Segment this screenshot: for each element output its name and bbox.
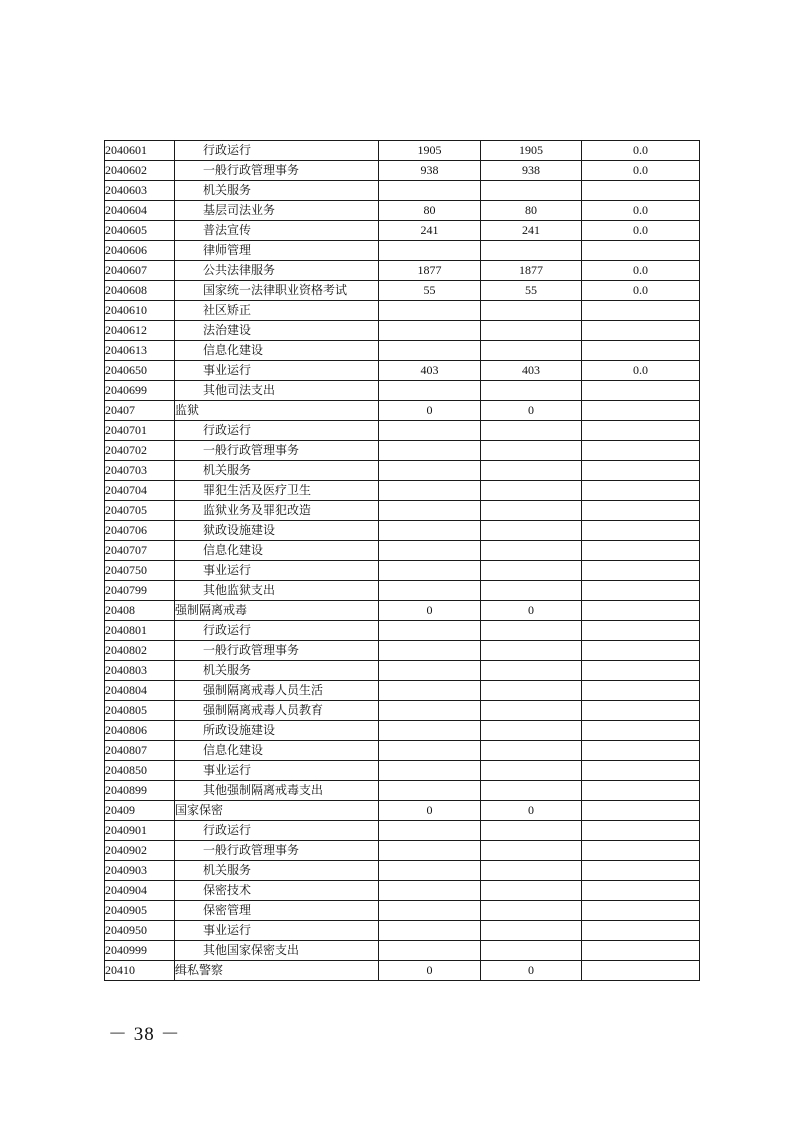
account-code-cell: 2040903 [105,861,175,881]
ratio-cell [582,621,700,641]
amount-cell [481,821,582,841]
amount-cell [481,581,582,601]
amount-cell [379,761,481,781]
ratio-cell: 0.0 [582,221,700,241]
account-name-cell: 律师管理 [175,241,379,261]
amount-cell [481,901,582,921]
account-code-cell: 2040805 [105,701,175,721]
account-name-cell: 信息化建设 [175,341,379,361]
amount-cell [379,481,481,501]
amount-cell [481,941,582,961]
account-code-cell: 2040607 [105,261,175,281]
account-code-cell: 2040706 [105,521,175,541]
table-row [105,941,700,961]
account-name-cell: 所政设施建设 [175,721,379,741]
ratio-cell [582,941,700,961]
amount-cell [481,621,582,641]
amount-cell: 55 [379,281,481,301]
table-row [105,161,700,181]
amount-cell [481,381,582,401]
account-name-cell: 监狱业务及罪犯改造 [175,501,379,521]
amount-cell: 0 [379,801,481,821]
account-name-cell: 事业运行 [175,561,379,581]
account-name-cell: 公共法律服务 [175,261,379,281]
account-name-cell: 基层司法业务 [175,201,379,221]
account-code-cell: 2040702 [105,441,175,461]
account-code-cell: 2040605 [105,221,175,241]
account-code-cell: 2040602 [105,161,175,181]
table-row [105,721,700,741]
table-row [105,401,700,421]
amount-cell [379,561,481,581]
account-code-cell: 2040902 [105,841,175,861]
account-code-cell: 2040803 [105,661,175,681]
account-code-cell: 2040703 [105,461,175,481]
amount-cell [379,581,481,601]
ratio-cell [582,541,700,561]
ratio-cell [582,181,700,201]
table-row [105,881,700,901]
ratio-cell [582,441,700,461]
account-code-cell: 2040799 [105,581,175,601]
amount-cell [481,701,582,721]
amount-cell [481,241,582,261]
amount-cell [481,521,582,541]
account-code-cell: 2040603 [105,181,175,201]
amount-cell [481,741,582,761]
amount-cell [481,841,582,861]
account-name-cell: 缉私警察 [175,961,379,981]
amount-cell: 80 [481,201,582,221]
amount-cell: 1905 [379,141,481,161]
amount-cell [379,521,481,541]
table-row [105,821,700,841]
amount-cell [481,881,582,901]
account-code-cell: 2040612 [105,321,175,341]
amount-cell: 403 [481,361,582,381]
table-row [105,921,700,941]
amount-cell [379,641,481,661]
amount-cell [379,441,481,461]
account-code-cell: 2040801 [105,621,175,641]
ratio-cell [582,901,700,921]
ratio-cell [582,301,700,321]
account-name-cell: 一般行政管理事务 [175,441,379,461]
expenditure-table [104,140,700,981]
account-name-cell: 一般行政管理事务 [175,841,379,861]
amount-cell [379,941,481,961]
ratio-cell: 0.0 [582,141,700,161]
amount-cell [379,741,481,761]
account-name-cell: 普法宣传 [175,221,379,241]
account-name-cell: 一般行政管理事务 [175,641,379,661]
amount-cell [481,301,582,321]
table-row [105,801,700,821]
table-body [105,141,700,981]
ratio-cell [582,761,700,781]
account-name-cell: 社区矫正 [175,301,379,321]
ratio-cell [582,501,700,521]
account-name-cell: 行政运行 [175,621,379,641]
account-code-cell: 2040804 [105,681,175,701]
ratio-cell [582,781,700,801]
account-name-cell: 其他强制隔离戒毒支出 [175,781,379,801]
amount-cell [379,901,481,921]
account-code-cell: 2040905 [105,901,175,921]
table-row [105,541,700,561]
account-name-cell: 监狱 [175,401,379,421]
account-code-cell: 2040707 [105,541,175,561]
amount-cell [481,341,582,361]
account-code-cell: 2040802 [105,641,175,661]
ratio-cell: 0.0 [582,281,700,301]
ratio-cell [582,561,700,581]
table-row [105,241,700,261]
account-name-cell: 行政运行 [175,821,379,841]
account-name-cell: 保密管理 [175,901,379,921]
amount-cell [379,681,481,701]
account-name-cell: 机关服务 [175,181,379,201]
account-code-cell: 2040610 [105,301,175,321]
account-code-cell: 2040650 [105,361,175,381]
table-row [105,961,700,981]
table-row [105,501,700,521]
amount-cell [481,181,582,201]
table-row [105,381,700,401]
account-name-cell: 国家保密 [175,801,379,821]
account-code-cell: 20408 [105,601,175,621]
account-code-cell: 2040608 [105,281,175,301]
ratio-cell [582,481,700,501]
table-row [105,641,700,661]
account-name-cell: 事业运行 [175,361,379,381]
account-code-cell: 20410 [105,961,175,981]
amount-cell: 0 [481,961,582,981]
amount-cell [379,501,481,521]
account-code-cell: 2040601 [105,141,175,161]
account-name-cell: 其他国家保密支出 [175,941,379,961]
ratio-cell [582,601,700,621]
table-row [105,441,700,461]
ratio-cell [582,821,700,841]
ratio-cell: 0.0 [582,201,700,221]
amount-cell: 0 [379,601,481,621]
account-code-cell: 2040806 [105,721,175,741]
amount-cell: 0 [481,401,582,421]
ratio-cell: 0.0 [582,361,700,381]
amount-cell: 0 [481,801,582,821]
account-name-cell: 事业运行 [175,761,379,781]
account-name-cell: 一般行政管理事务 [175,161,379,181]
amount-cell [481,861,582,881]
account-name-cell: 行政运行 [175,421,379,441]
amount-cell: 80 [379,201,481,221]
amount-cell: 1877 [481,261,582,281]
table-row [105,901,700,921]
account-code-cell: 2040850 [105,761,175,781]
amount-cell [379,621,481,641]
amount-cell [379,721,481,741]
amount-cell [481,541,582,561]
account-code-cell: 2040999 [105,941,175,961]
table-row [105,201,700,221]
table-row [105,561,700,581]
amount-cell: 0 [379,401,481,421]
amount-cell [379,881,481,901]
account-name-cell: 强制隔离戒毒人员生活 [175,681,379,701]
account-name-cell: 信息化建设 [175,741,379,761]
table-row [105,741,700,761]
account-code-cell: 2040606 [105,241,175,261]
ratio-cell [582,721,700,741]
ratio-cell [582,841,700,861]
amount-cell [379,341,481,361]
amount-cell [481,481,582,501]
amount-cell [379,701,481,721]
ratio-cell [582,701,700,721]
page-number: － 38 － [108,1024,181,1045]
amount-cell [379,381,481,401]
amount-cell [481,321,582,341]
amount-cell [481,561,582,581]
account-name-cell: 法治建设 [175,321,379,341]
table-row [105,861,700,881]
ratio-cell: 0.0 [582,261,700,281]
account-code-cell: 2040899 [105,781,175,801]
amount-cell: 241 [379,221,481,241]
account-name-cell: 罪犯生活及医疗卫生 [175,481,379,501]
account-name-cell: 信息化建设 [175,541,379,561]
ratio-cell [582,461,700,481]
table-row [105,461,700,481]
account-code-cell: 2040701 [105,421,175,441]
account-code-cell: 2040699 [105,381,175,401]
amount-cell [379,301,481,321]
ratio-cell [582,681,700,701]
amount-cell [481,761,582,781]
table-row [105,141,700,161]
account-name-cell: 其他监狱支出 [175,581,379,601]
table-row [105,421,700,441]
ratio-cell [582,961,700,981]
account-name-cell: 其他司法支出 [175,381,379,401]
table-row [105,621,700,641]
table-row [105,361,700,381]
table-row [105,181,700,201]
ratio-cell [582,381,700,401]
amount-cell [481,441,582,461]
account-code-cell: 2040807 [105,741,175,761]
amount-cell [481,781,582,801]
amount-cell [379,461,481,481]
account-code-cell: 2040950 [105,921,175,941]
amount-cell [481,501,582,521]
amount-cell [481,421,582,441]
account-name-cell: 机关服务 [175,661,379,681]
amount-cell: 1905 [481,141,582,161]
table-row [105,481,700,501]
account-name-cell: 行政运行 [175,141,379,161]
amount-cell [379,921,481,941]
amount-cell [379,321,481,341]
table-row [105,221,700,241]
amount-cell [379,421,481,441]
ratio-cell [582,341,700,361]
ratio-cell: 0.0 [582,161,700,181]
amount-cell: 938 [379,161,481,181]
account-code-cell: 2040704 [105,481,175,501]
table-row [105,841,700,861]
ratio-cell [582,661,700,681]
table-row [105,301,700,321]
amount-cell: 1877 [379,261,481,281]
ratio-cell [582,921,700,941]
amount-cell [379,821,481,841]
amount-cell: 938 [481,161,582,181]
ratio-cell [582,861,700,881]
table-row [105,681,700,701]
amount-cell [379,861,481,881]
amount-cell: 0 [481,601,582,621]
ratio-cell [582,421,700,441]
amount-cell [481,921,582,941]
account-name-cell: 国家统一法律职业资格考试 [175,281,379,301]
amount-cell [379,841,481,861]
amount-cell [379,541,481,561]
table-row [105,661,700,681]
amount-cell: 403 [379,361,481,381]
table-row [105,341,700,361]
table-row [105,781,700,801]
amount-cell [379,241,481,261]
table-row [105,281,700,301]
account-code-cell: 2040901 [105,821,175,841]
amount-cell [481,681,582,701]
amount-cell: 241 [481,221,582,241]
amount-cell [379,661,481,681]
account-code-cell: 2040904 [105,881,175,901]
account-name-cell: 强制隔离戒毒 [175,601,379,621]
account-name-cell: 保密技术 [175,881,379,901]
amount-cell [481,661,582,681]
table-row [105,521,700,541]
ratio-cell [582,321,700,341]
table-row [105,761,700,781]
ratio-cell [582,401,700,421]
account-code-cell: 2040705 [105,501,175,521]
table-row [105,321,700,341]
amount-cell [379,181,481,201]
account-name-cell: 事业运行 [175,921,379,941]
amount-cell [379,781,481,801]
account-name-cell: 机关服务 [175,461,379,481]
ratio-cell [582,581,700,601]
ratio-cell [582,641,700,661]
account-code-cell: 20409 [105,801,175,821]
table-row [105,581,700,601]
table-row [105,701,700,721]
amount-cell [481,461,582,481]
account-name-cell: 机关服务 [175,861,379,881]
account-code-cell: 2040604 [105,201,175,221]
amount-cell: 55 [481,281,582,301]
amount-cell [481,721,582,741]
ratio-cell [582,801,700,821]
account-code-cell: 2040613 [105,341,175,361]
account-code-cell: 2040750 [105,561,175,581]
ratio-cell [582,521,700,541]
table-row [105,601,700,621]
ratio-cell [582,741,700,761]
amount-cell [481,641,582,661]
account-name-cell: 狱政设施建设 [175,521,379,541]
account-code-cell: 20407 [105,401,175,421]
ratio-cell [582,881,700,901]
ratio-cell [582,241,700,261]
table-row [105,261,700,281]
amount-cell: 0 [379,961,481,981]
account-name-cell: 强制隔离戒毒人员教育 [175,701,379,721]
